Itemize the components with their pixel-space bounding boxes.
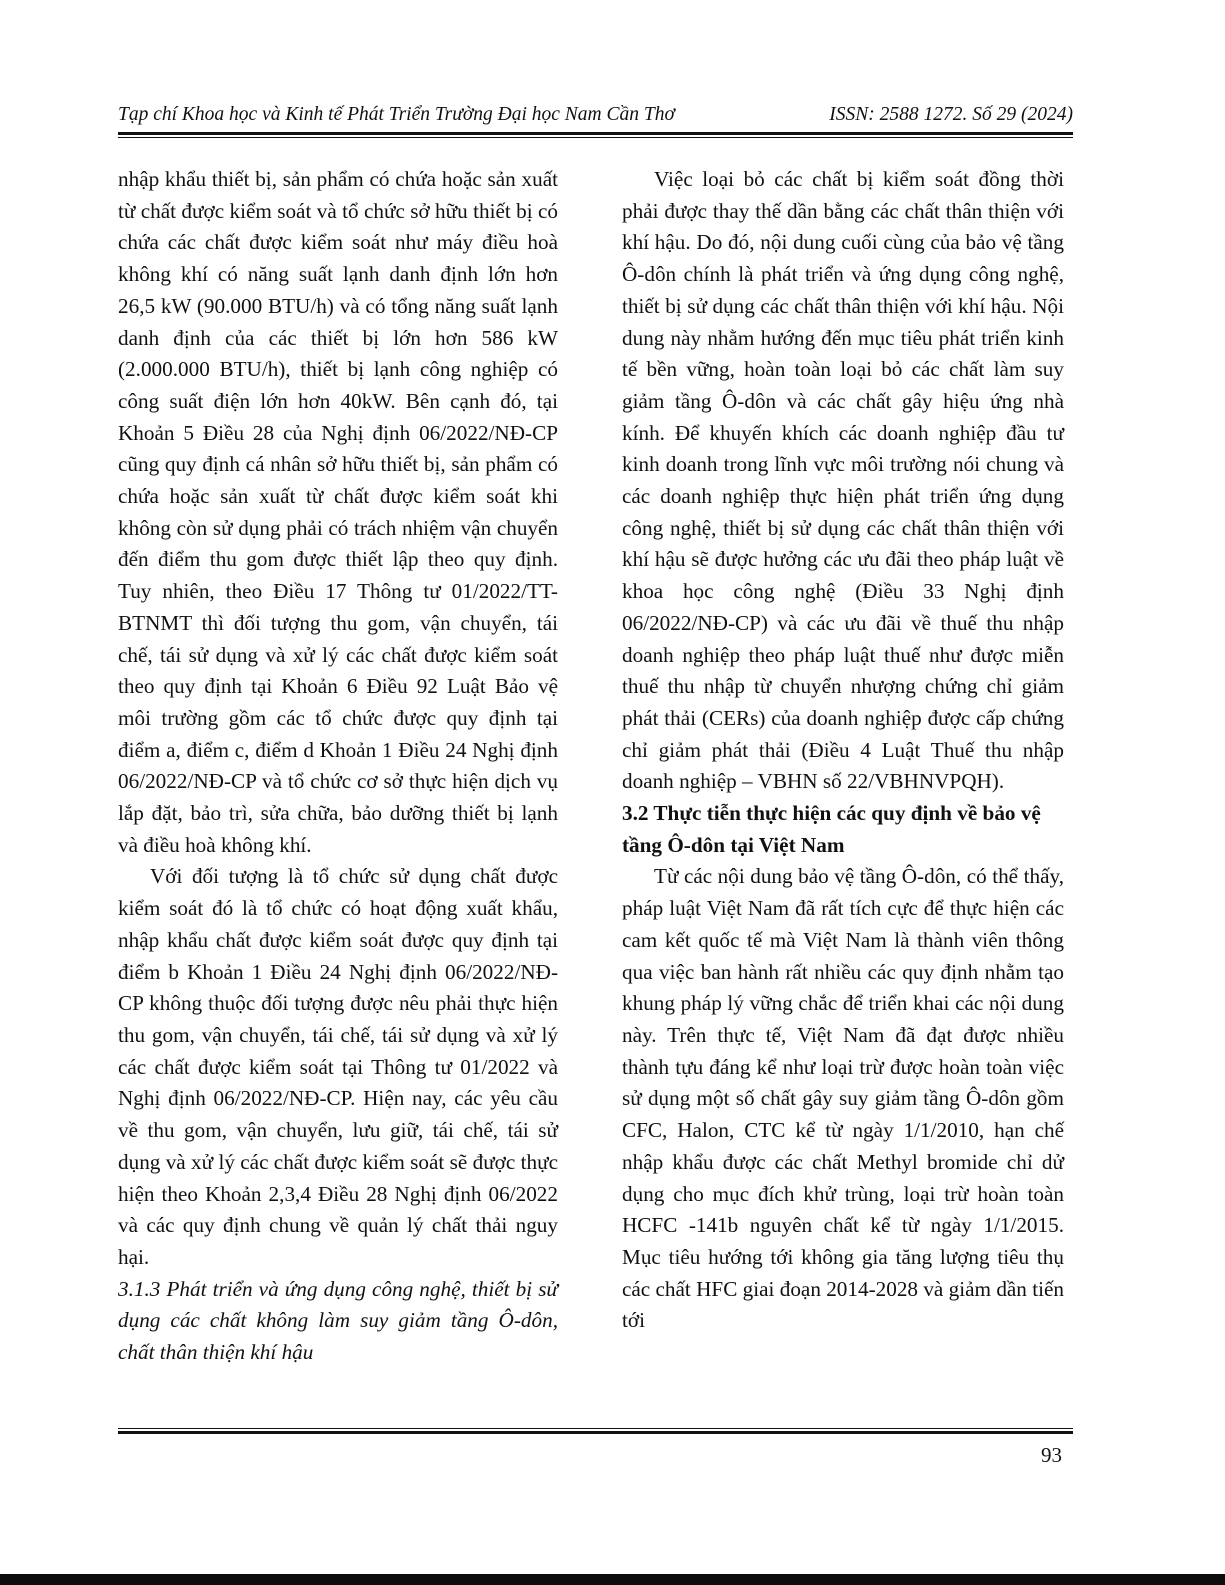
running-header [118,103,1073,127]
scan-edge [0,1574,1225,1585]
left-paragraph-1: nhập khẩu thiết bị, sản phẩm có chứa hoặc sản xuất từ chất được kiểm soát và tổ chức sở hữu thiết bị có chứa các chất được kiểm soát như máy điều hoà không khí có năng suất lạnh danh định lớn hơn 26,5 kW (90.000 BTU/h) và có tổng năng suất lạnh danh định của các thiết bị lớn hơn 586 kW (2.000.000 BTU/h), thiết bị lạnh công nghiệp có công suất điện lớn hơn 40kW. Bên cạnh đó, tại Khoản 5 Điều 28 của Nghị định 06/2022/NĐ-CP cũng quy định cá nhân sở hữu thiết bị, sản phẩm có chứa hoặc sản xuất từ chất được kiểm soát khi không còn sử dụng phải có trách nhiệm vận chuyển đến điểm thu gom được thiết lập theo quy định. Tuy nhiên, theo Điều 17 Thông tư 01/2022/TT-BTNMT thì đối tượng thu gom, vận chuyển, tái chế, tái sử dụng và xử lý các chất được kiểm soát theo quy định tại Khoản 6 Điều 92 Luật Bảo vệ môi trường gồm các tổ chức được quy định tại điểm a, điểm c, điểm d Khoản 1 Điều 24 Nghị định 06/2022/NĐ-CP và tổ chức cơ sở thực hiện dịch vụ lắp đặt, bảo trì, sửa chữa, bảo dưỡng thiết bị lạnh và điều hoà không khí. [118,167,558,857]
journal-title: Tạp chí Khoa học và Kinh tế Phát Triển Trường Đại học Nam Cần Thơ [118,104,675,125]
header-rule-thin [118,137,1073,138]
right-column [622,164,1064,1337]
left-column [118,164,558,1369]
right-paragraph-1: Việc loại bỏ các chất bị kiểm soát đồng thời phải được thay thế dần bằng các chất thân thiện với khí hậu. Do đó, nội dung cuối cùng của bảo vệ tầng Ô-dôn chính là phát triển và ứng dụng công nghệ, thiết bị sử dụng các chất thân thiện với khí hậu. Nội dung này nhằm hướng đến mục tiêu phát triển kinh tế bền vững, hoàn toàn loại bỏ các chất làm suy giảm tầng Ô-dôn và các chất gây hiệu ứng nhà kính. Để khuyến khích các doanh nghiệp đầu tư kinh doanh trong lĩnh vực môi trường nói chung và các doanh nghiệp thực hiện phát triển ứng dụng công nghệ, thiết bị sử dụng các chất thân thiện với khí hậu sẽ được hưởng các ưu đãi theo pháp luật về khoa học công nghệ (Điều 33 Nghị định 06/2022/NĐ-CP) và các ưu đãi về thuế thu nhập doanh nghiệp theo pháp luật thuế như được miễn thuế thu nhập từ chuyển nhượng chứng chỉ giảm phát thải (CERs) của doanh nghiệp được cấp chứng chỉ giảm phát thải (Điều 4 Luật Thuế thu nhập doanh nghiệp – VBHN số 22/VBHNVPQH). [622,167,1064,794]
page-number: 93 [1041,1443,1062,1467]
footer-rule-thick [118,1431,1073,1434]
subsection-heading-3-1-3: 3.1.3 Phát triển và ứng dụng công nghệ, thiết bị sử dụng các chất không làm suy giảm tầng Ô-dôn, chất thân thiện khí hậu [118,1276,558,1365]
header-rule-thick [118,132,1073,135]
footer-rule-thin [118,1428,1073,1429]
right-paragraph-2: Từ các nội dung bảo vệ tầng Ô-dôn, có thể thấy, pháp luật Việt Nam đã rất tích cực để thực hiện các cam kết quốc tế mà Việt Nam là thành viên thông qua việc ban hành rất nhiều các quy định nhằm tạo khung pháp lý vững chắc để triển khai các nội dung này. Trên thực tế, Việt Nam đã đạt được nhiều thành tựu đáng kể như loại trừ được hoàn toàn việc sử dụng một số chất gây suy giảm tầng Ô-dôn gồm CFC, Halon, CTC kể từ ngày 1/1/2010, hạn chế nhập khẩu được các chất Methyl bromide chỉ dử dụng cho mục đích khử trùng, loại trừ hoàn toàn HCFC -141b nguyên chất kể từ ngày 1/1/2015. Mục tiêu hướng tới không gia tăng lượng tiêu thụ các chất HFC giai đoạn 2014-2028 và giảm dần tiến tới [622,864,1064,1333]
left-paragraph-2: Với đối tượng là tổ chức sử dụng chất được kiểm soát đó là tổ chức có hoạt động xuất khẩu, nhập khẩu chất được kiểm soát được quy định tại điểm b Khoản 1 Điều 24 Nghị định 06/2022/NĐ-CP không thuộc đối tượng được nêu phải thực hiện thu gom, vận chuyển, tái chế, tái sử dụng và xử lý các chất được kiểm soát tại Thông tư 01/2022 và Nghị định 06/2022/NĐ-CP. Hiện nay, các yêu cầu về thu gom, vận chuyển, lưu giữ, tái chế, tái sử dụng và xử lý các chất được kiểm soát sẽ được thực hiện theo Khoản 2,3,4 Điều 28 Nghị định 06/2022 và các quy định chung về quản lý chất thải nguy hại. [118,864,558,1269]
section-heading-3-2: 3.2 Thực tiễn thực hiện các quy định về bảo vệ tầng Ô-dôn tại Việt Nam [622,801,1041,857]
issn-issue: ISSN: 2588 1272. Số 29 (2024) [829,104,1073,125]
